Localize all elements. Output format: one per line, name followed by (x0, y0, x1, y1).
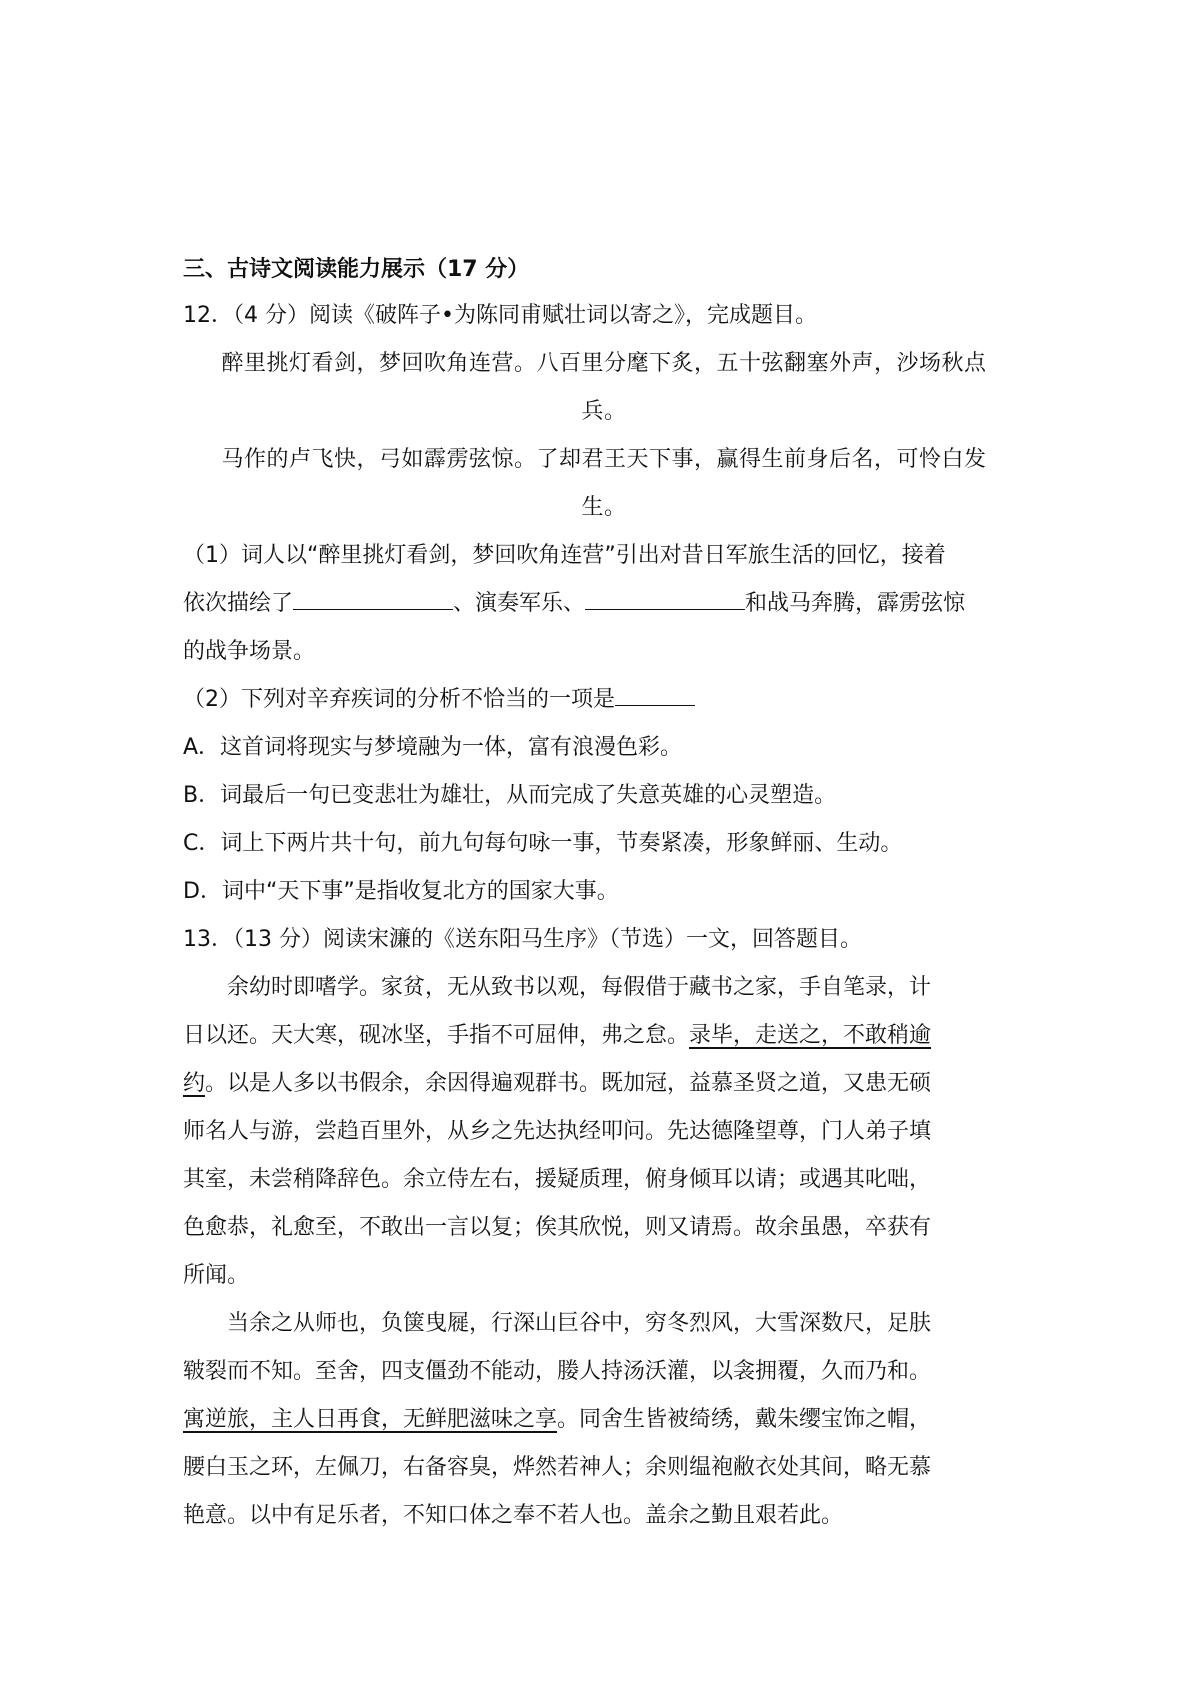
passage-p2-line1: 当余之从师也，负箧曳屣，行深山巨谷中，穷冬烈风，大雪深数尺，足肤 (227, 1311, 932, 1336)
answer-blank-3[interactable] (615, 677, 695, 706)
poem-line-2: 兵。 (581, 399, 627, 424)
q12-sub1-line1: （1）词人以“醉里挑灯看剑，梦回吹角连营”引出对昔日军旅生活的回忆，接着 (183, 543, 946, 568)
page-content (183, 248, 1025, 1540)
option-a: A．这首词将现实与梦境融为一体，富有浪漫色彩。 (183, 735, 683, 760)
answer-blank-1[interactable] (293, 581, 453, 610)
underlined-sentence-2: 寓逆旅，主人日再食，无鲜肥滋味之享 (183, 1407, 558, 1432)
passage-p2-line3 (183, 1396, 1025, 1444)
q12-sub1-line3: 的战争场景。 (183, 639, 316, 664)
q12-sub1-text-c: 和战马奔腾，霹雳弦惊 (745, 591, 966, 616)
poem-line-4: 生。 (581, 495, 627, 520)
option-c: C．词上下两片共十句，前九句每句咏一事，节奏紧凑，形象鲜丽、生动。 (183, 831, 903, 856)
passage-p2-line4: 腰白玉之环，左佩刀，右备容臭，烨然若神人；余则缊袍敝衣处其间，略无慕 (183, 1455, 932, 1480)
q12-sub1-text-a: 依次描绘了 (183, 591, 294, 616)
passage-text: 。以是人多以书假余，余因得遍观群书。既加冠，益慕圣贤之道，又患无硕 (205, 1071, 932, 1096)
passage-p1-line4: 师名人与游，尝趋百里外，从乡之先达执经叩问。先达德隆望尊，门人弟子填 (183, 1119, 932, 1144)
underlined-sentence-1: 录毕，走送之，不敢稍逾 (689, 1023, 932, 1048)
q13-stem: 13．（13 分）阅读宋濂的《送东阳马生序》（节选）一文，回答题目。 (183, 927, 862, 952)
passage-p1-line1: 余幼时即嗜学。家贫，无从致书以观，每假借于藏书之家，手自笔录，计 (227, 975, 932, 1000)
passage-text: 。同舍生皆被绮绣，戴朱缨宝饰之帽， (557, 1407, 932, 1432)
poem-line-1: 醉里挑灯看剑，梦回吹角连营。八百里分麾下炙，五十弦翻塞外声，沙场秋点 (221, 351, 987, 376)
q12-sub1-line2 (183, 580, 1025, 628)
passage-p1-line3 (183, 1060, 1025, 1108)
option-b: B．词最后一句已变悲壮为雄壮，从而完成了失意英雄的心灵塑造。 (183, 783, 837, 808)
passage-p1-line7: 所闻。 (183, 1263, 250, 1288)
passage-text: 日以还。天大寒，砚冰坚，手指不可屈伸，弗之怠。 (183, 1023, 690, 1048)
poem-line-3: 马作的卢飞快，弓如霹雳弦惊。了却君王天下事，赢得生前身后名，可怜白发 (221, 447, 987, 472)
passage-p1-line6: 色愈恭，礼愈至，不敢出一言以复；俟其欣悦，则又请焉。故余虽愚，卒获有 (183, 1215, 932, 1240)
passage-p2-line2: 皲裂而不知。至舍，四支僵劲不能动，媵人持汤沃灌，以衾拥覆，久而乃和。 (183, 1359, 932, 1384)
option-d: D．词中“天下事”是指收复北方的国家大事。 (183, 879, 619, 904)
section-title: 三、古诗文阅读能力展示（17 分） (183, 257, 530, 282)
q12-stem: 12．（4 分）阅读《破阵子•为陈同甫赋壮词以寄之》，完成题目。 (183, 303, 817, 328)
q12-sub2-text: （2）下列对辛弃疾词的分析不恰当的一项是 (183, 687, 615, 712)
passage-p1-line2 (183, 1012, 1025, 1060)
q12-sub2-stem (183, 676, 1025, 724)
q12-sub1-text-b: 、演奏军乐、 (453, 591, 586, 616)
answer-blank-2[interactable] (585, 581, 745, 610)
passage-p2-line5: 艳意。以中有足乐者，不知口体之奉不若人也。盖余之勤且艰若此。 (183, 1503, 844, 1528)
passage-p1-line5: 其室，未尝稍降辞色。余立侍左右，援疑质理，俯身倾耳以请；或遇其叱咄， (183, 1167, 932, 1192)
underlined-sentence-1-end: 约 (183, 1071, 206, 1096)
